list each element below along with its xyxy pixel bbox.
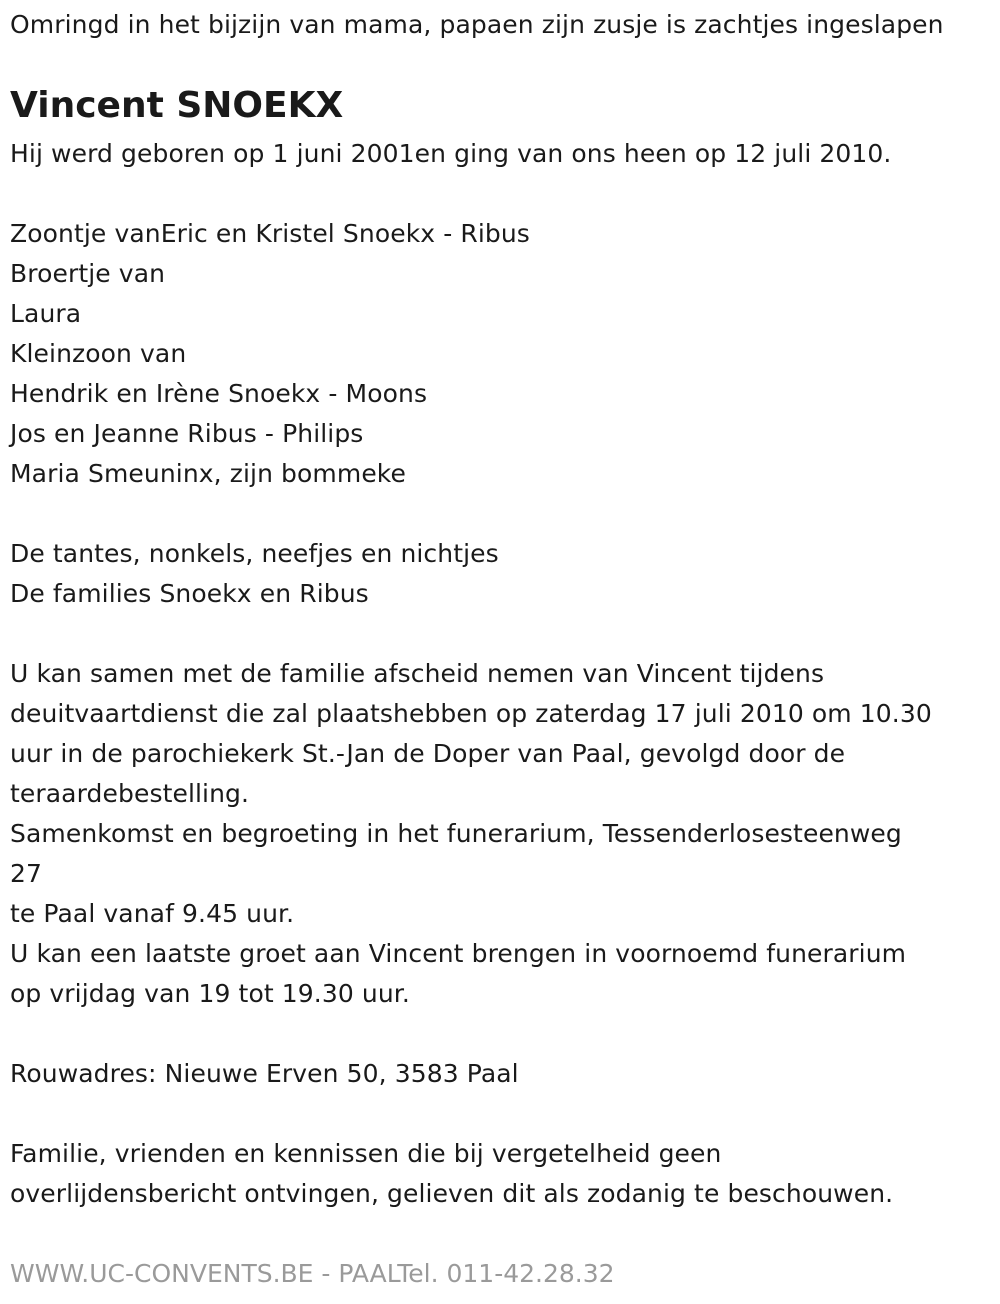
family-line: Broertje van xyxy=(10,259,166,288)
service-line: deuitvaartdienst die zal plaatshebben op zaterdag 17 juli 2010 om 10.30 xyxy=(10,699,932,728)
family-line: Zoontje vanEric en Kristel Snoekx - Ribus xyxy=(10,219,530,248)
relatives-block xyxy=(10,534,499,614)
family-line: Hendrik en Irène Snoekx - Moons xyxy=(10,379,428,408)
footer-link[interactable]: WWW.UC-CONVENTS.BE - PAALTel. 011-42.28.32 xyxy=(10,1259,615,1288)
service-line: 27 xyxy=(10,859,43,888)
relatives-line: De families Snoekx en Ribus xyxy=(10,579,369,608)
service-line: op vrijdag van 19 tot 19.30 uur. xyxy=(10,979,410,1008)
birth-death-block xyxy=(10,134,891,174)
family-line: Jos en Jeanne Ribus - Philips xyxy=(10,419,364,448)
closing-line: Familie, vrienden en kennissen die bij vergetelheid geen xyxy=(10,1139,722,1168)
intro-line: Omringd in het bijzijn van mama, papaen zijn zusje is zachtjes ingeslapen xyxy=(10,10,944,39)
family-line: Kleinzoon van xyxy=(10,339,187,368)
service-line: Samenkomst en begroeting in het funerarium, Tessenderlosesteenweg xyxy=(10,819,902,848)
service-line: te Paal vanaf 9.45 uur. xyxy=(10,899,295,928)
closing-line: overlijdensbericht ontvingen, gelieven dit als zodanig te beschouwen. xyxy=(10,1179,894,1208)
family-block xyxy=(10,214,530,494)
service-line: uur in de parochiekerk St.-Jan de Doper van Paal, gevolgd door de xyxy=(10,739,846,768)
family-line: Laura xyxy=(10,299,82,328)
birth-death-line: Hij werd geboren op 1 juni 2001en ging van ons heen op 12 juli 2010. xyxy=(10,139,892,168)
relatives-line: De tantes, nonkels, neefjes en nichtjes xyxy=(10,539,499,568)
deceased-name: Vincent SNOEKX xyxy=(10,85,344,126)
service-line: teraardebestelling. xyxy=(10,779,250,808)
service-line: U kan samen met de familie afscheid nemen van Vincent tijdens xyxy=(10,659,825,688)
address-block xyxy=(10,1054,519,1094)
family-line: Maria Smeuninx, zijn bommeke xyxy=(10,459,406,488)
service-line: U kan een laatste groet aan Vincent brengen in voornoemd funerarium xyxy=(10,939,907,968)
service-block xyxy=(10,654,932,1014)
closing-block xyxy=(10,1134,893,1214)
mourning-address: Rouwadres: Nieuwe Erven 50, 3583 Paal xyxy=(10,1059,519,1088)
